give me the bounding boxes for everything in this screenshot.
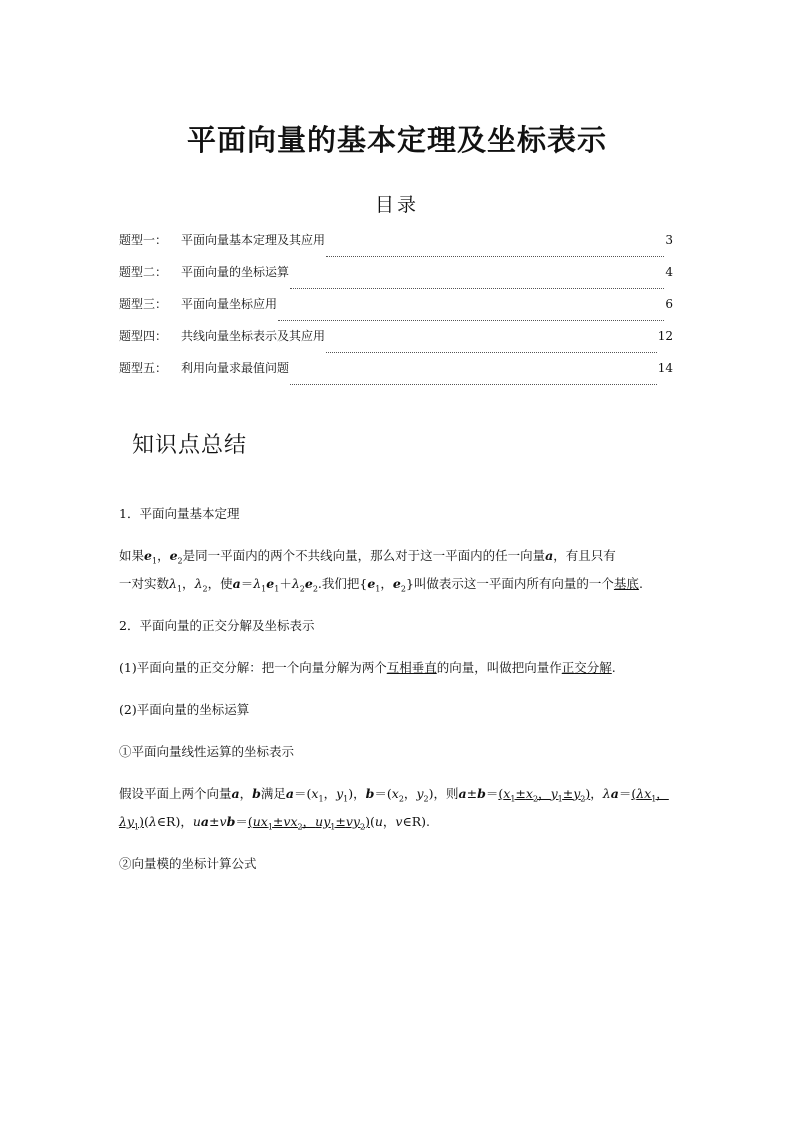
paragraph-linear-ops: 假设平面上两个向量a，b满足$a=(x_1$，$y_1$)，$b=(x_2$，$y_2$)，则$a\pm b=(x_1\pm x_2$，$y_1\pm y_2$)，$\lambda a=(\lambda x_1$， $\lambda y_1)(\lambda\in R)$，$ua\pm vb=(ux_1\pm vx_2$，$uy_1\pm vy_2)(u$，v∈R). xyxy=(119,786,669,832)
toc-item[interactable] xyxy=(119,360,673,392)
toc-item-text: 共线向量坐标表示及其应用 xyxy=(181,329,326,343)
page-title: 平面向量的基本定理及坐标表示 xyxy=(186,123,607,157)
toc-item-text: 利用向量求最值问题 xyxy=(181,361,290,375)
heading-coordinate-ops: (2)平面向量的坐标运算 xyxy=(119,702,250,717)
toc-item-text: 平面向量的坐标运算 xyxy=(181,265,290,279)
toc-item-label: 题型三： xyxy=(119,297,168,311)
toc-item-page: 12 xyxy=(657,329,673,343)
toc-item-label: 题型四： xyxy=(119,329,168,343)
toc-item[interactable] xyxy=(119,264,673,296)
text-fragment: (1)平面向量的正交分解：把一个向量分解为两个 xyxy=(119,660,387,675)
heading-orthogonal: 2．平面向量的正交分解及坐标表示 xyxy=(119,618,315,633)
toc-item-page: 3 xyxy=(665,233,673,247)
toc-item-page: 4 xyxy=(665,265,673,279)
toc-item-label: 题型一： xyxy=(119,233,168,247)
text-fragment: 是同一平面内的两个不共线向量，那么对于这一平面内的任一向量 xyxy=(182,548,546,563)
toc-item-label: 题型二： xyxy=(119,265,168,279)
text-fragment: 的向量，叫做把向量作 xyxy=(436,660,562,675)
heading-basic-theorem: 1．平面向量基本定理 xyxy=(119,506,240,521)
text-fragment: ，则 xyxy=(433,786,459,801)
toc-leader-dots xyxy=(326,246,664,257)
text-fragment: }叫做表示这一平面内所有向量的一个 xyxy=(405,576,614,591)
toc-leader-dots xyxy=(290,278,664,289)
toc-leader-dots xyxy=(278,310,664,321)
section-title: 知识点总结 xyxy=(132,433,248,458)
text-fragment: 满足 xyxy=(260,786,286,801)
text-fragment: .我们把{ xyxy=(317,576,368,591)
text-fragment: 一对实数 xyxy=(119,576,170,591)
heading-magnitude: ②向量模的坐标计算公式 xyxy=(119,856,257,871)
toc-item[interactable] xyxy=(119,232,673,264)
underlined-term-basis: 基底 xyxy=(613,576,639,591)
text-fragment: 如果 xyxy=(119,548,145,563)
toc-item-text: 平面向量坐标应用 xyxy=(181,297,278,311)
table-of-contents xyxy=(119,232,673,392)
document-body xyxy=(119,500,679,878)
paragraph-orthogonal: (1)平面向量的正交分解：把一个向量分解为两个互相垂直的向量，叫做把向量作正交分解. xyxy=(119,660,616,675)
toc-item-text: 平面向量基本定理及其应用 xyxy=(181,233,326,247)
toc-leader-dots xyxy=(326,342,657,353)
toc-item[interactable] xyxy=(119,296,673,328)
toc-item[interactable] xyxy=(119,328,673,360)
text-fragment: 假设平面上两个向量 xyxy=(119,786,232,801)
heading-linear-ops: ①平面向量线性运算的坐标表示 xyxy=(119,744,295,759)
underlined-term-perpendicular: 互相垂直 xyxy=(386,660,437,675)
underlined-term-orthogonal: 正交分解 xyxy=(561,660,612,675)
text-fragment: ，有且只有 xyxy=(553,548,616,563)
paragraph-basic-theorem: 如果$e_1$，$e_2$是同一平面内的两个不共线向量，那么对于这一平面内的任一向量a，有且只有 一对实数$\lambda_1$，$\lambda_2$，使$a=\lambda_1e_1+\lambda_2e_2$.我们把{$e_1$，$e_2$}叫做表示这一平面内所有向量的一个基底. xyxy=(119,548,643,594)
toc-leader-dots xyxy=(290,374,657,385)
toc-item-page: 6 xyxy=(665,297,673,311)
toc-item-page: 14 xyxy=(657,361,673,375)
toc-heading: 目录 xyxy=(374,194,419,216)
toc-item-label: 题型五： xyxy=(119,361,168,375)
text-fragment: ，使 xyxy=(207,576,233,591)
